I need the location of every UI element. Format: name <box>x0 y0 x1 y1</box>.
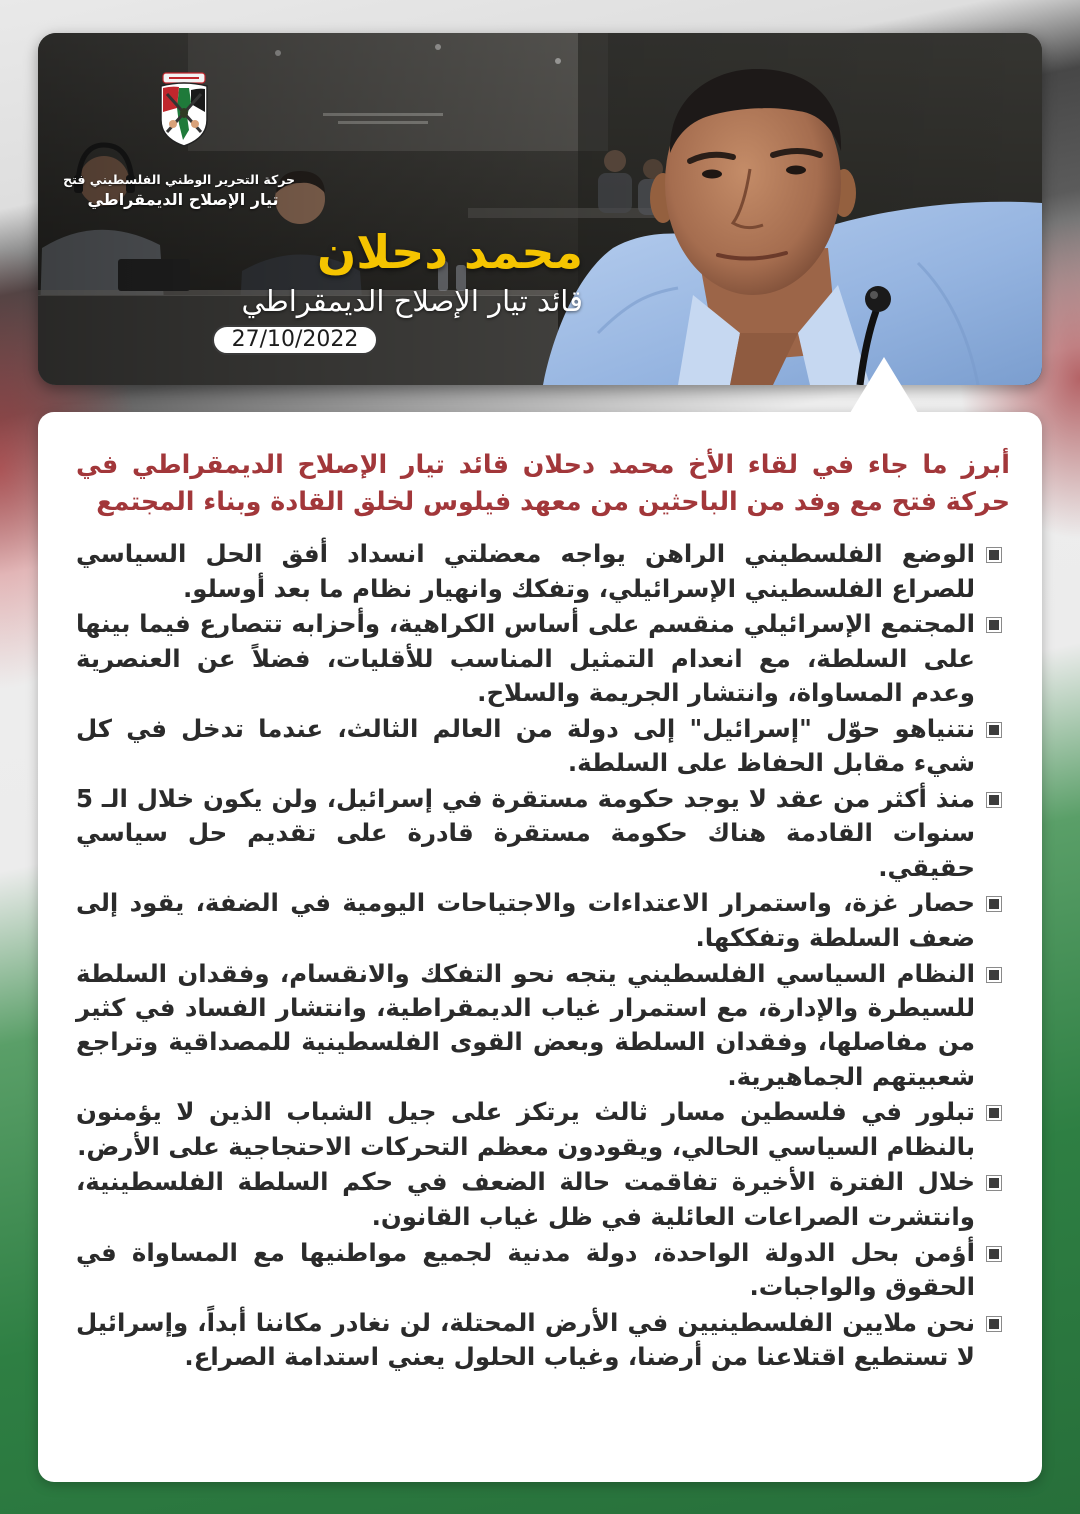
square-bullet-icon <box>989 725 999 735</box>
speaker-name: محمد دحلان <box>316 225 583 279</box>
speaker-caption <box>242 223 584 321</box>
organization-caption <box>63 170 295 211</box>
organization-name: حركة التحرير الوطني الفلسطيني فتح <box>63 172 295 187</box>
list-item <box>76 1236 1010 1305</box>
fatah-emblem-logo <box>155 72 213 148</box>
movement-name: تيار الإصلاح الديمقراطي <box>87 190 279 209</box>
date-badge: 27/10/2022 <box>212 325 378 355</box>
square-bullet-icon <box>989 1249 999 1259</box>
square-bullet-icon <box>989 795 999 805</box>
list-item-text: الوضع الفلسطيني الراهن يواجه معضلتي انسداد أفق الحل السياسي للصراع الفلسطيني الإسرائيلي، وتفكك وانهيار نظام ما بعد أوسلو. <box>76 539 975 603</box>
square-bullet-icon <box>989 1108 999 1118</box>
header-photo-card <box>38 33 1042 385</box>
key-points-list <box>76 537 1010 1374</box>
list-item <box>76 537 1010 606</box>
square-bullet-icon <box>989 1319 999 1329</box>
square-bullet-icon <box>989 620 999 630</box>
list-item <box>76 886 1010 955</box>
square-bullet-icon <box>989 550 999 560</box>
square-bullet-icon <box>989 899 999 909</box>
content-title: أبرز ما جاء في لقاء الأخ محمد دحلان قائد تيار الإصلاح الديمقراطي في حركة فتح مع وفد من الباحثين من معهد فيلوس لخلق القادة وبناء المجتمع <box>76 449 1010 516</box>
list-item <box>76 1165 1010 1234</box>
list-item-text: النظام السياسي الفلسطيني يتجه نحو التفكك والانقسام، وفقدان السلطة للسيطرة والإدارة، مع استمرار غياب الديمقراطية، وانتشار الفساد في كثير من مفاصلها، وفقدان السلطة وبعض القوى الفلسطينية للمصداقية وتراجع شعبيتهم الجماهيرية. <box>76 958 975 1091</box>
list-item-text: أؤمن بحل الدولة الواحدة، دولة مدنية لجميع مواطنيها مع المساواة في الحقوق والواجبات. <box>76 1237 975 1301</box>
square-bullet-icon <box>989 970 999 980</box>
list-item <box>76 607 1010 710</box>
list-item <box>76 1095 1010 1164</box>
list-item-text: تبلور في فلسطين مسار ثالث يرتكز على جيل الشباب الذين لا يؤمنون بالنظام السياسي الحالي، ويقودون معظم التحركات الاحتجاجية على الأرض. <box>76 1097 975 1161</box>
list-item <box>76 712 1010 781</box>
list-item <box>76 782 1010 885</box>
list-item-text: حصار غزة، واستمرار الاعتداءات والاجتياحات اليومية في الضفة، يقود إلى ضعف السلطة وتفككها. <box>76 888 975 952</box>
list-item-text: نحن ملايين الفلسطينيين في الأرض المحتلة، لن نغادر مكاننا أبداً، وإسرائيل لا تستطيع اقتلاعنا من أرضنا، وغياب الحلول يعني استدامة الصراع. <box>76 1307 975 1371</box>
list-item <box>76 1306 1010 1375</box>
speaker-role: قائد تيار الإصلاح الديمقراطي <box>241 284 583 318</box>
content-card <box>38 412 1042 1482</box>
list-item-text: منذ أكثر من عقد لا يوجد حكومة مستقرة في إسرائيل، ولن يكون خلال الـ 5 سنوات القادمة هناك حكومة مستقرة قادرة على تقديم حل سياسي حقيقي. <box>76 784 975 882</box>
list-item-text: خلال الفترة الأخيرة تفاقمت حالة الضعف في حكم السلطة الفلسطينية، وانتشرت الصراعات العائلية في ظل غياب القانون. <box>76 1167 975 1231</box>
list-item-text: المجتمع الإسرائيلي منقسم على أساس الكراهية، وأحزابه تتصارع فيما بينها على السلطة، مع انعدام التمثيل المناسب للأقليات، فضلاً عن العنصرية وعدم المساواة، وانتشار الجريمة والسلاح. <box>76 609 975 708</box>
list-item <box>76 957 1010 1094</box>
list-item-text: نتنياهو حوّل "إسرائيل" إلى دولة من العالم الثالث، عندما تدخل في كل شيء مقابل الحفاظ على السلطة. <box>76 713 975 778</box>
square-bullet-icon <box>989 1178 999 1188</box>
